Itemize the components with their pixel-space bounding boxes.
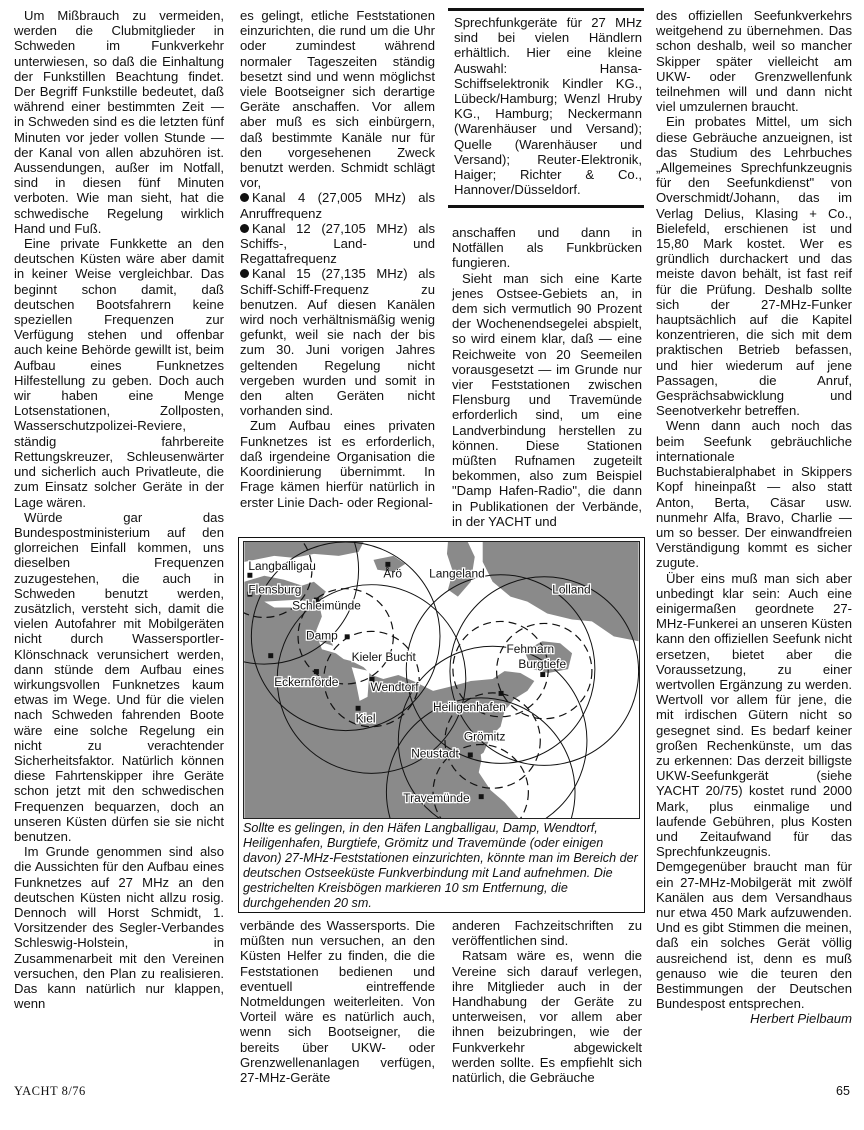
- info-box: [448, 8, 644, 208]
- column-1: [14, 8, 224, 1011]
- label-schleimuende: Schleimünde: [292, 598, 361, 613]
- label-groemitz: Grömitz: [463, 729, 506, 744]
- footer-issue: YACHT 8/76: [14, 1084, 86, 1098]
- paragraph: anderen Fachzeitschriften zu veröffentlichen sind.: [452, 918, 642, 949]
- label-heiligenhafen: Heiligenhafen: [433, 699, 506, 714]
- label-burgtiefe: Burgtiefe: [518, 657, 567, 672]
- paragraph: Über eins muß man sich aber unbedingt klar sein: Auch eine einigermaßen geordnete 27-MHz-Funkerei an unseren Küsten kann den offiziellen Seefunk nicht ersetzen, bietet aber die Voraussetzung, zu einer wertvollen Ergänzung zu werden. Wertvoll vor allem für jene, die mit irdischen Gütern nicht so gesegnet sind. Es bedarf keiner großen Rechenkünste, um das zu erkennen: Das derzeit billigste UKW-Seefunkgerät (siehe YACHT 20/75) kostet rund 2000 Mark, plus einmalige und laufende Gebühren, plus Kosten und Zeitaufwand für das Sprechfunkzeugnis. Demgegenüber braucht man für ein 27-MHz-Mobilgerät mit zwölf Kanälen aus dem Versandhaus nur etwa 450 Mark aufzuwenden. Und es gibt Stimmen die meinen, daß ein solches Gerät völlig ausreichend ist, denn es muß genauso wie die teuren den Bestimmungen der Deutschen Bundespost entsprechen.: [656, 570, 852, 1012]
- label-kieler-bucht: Kieler Bucht: [351, 650, 416, 665]
- info-box-text: Sprechfunkgeräte für 27 MHz sind bei vielen Händlern erhältlich. Hier eine kleine Auswahl: Hansa-Schiffselektronik Kindler KG., Lübeck/Hamburg; Wenzl Hruby KG., Hamburg; Neckermann (Warenhäuser und Versand); Quelle (Warenhäuser und Versand); Reuter-Elektronik, Haiger; Richter & Co., Hannover/Düsseldorf.: [454, 15, 642, 198]
- label-lolland: Lolland: [552, 582, 591, 597]
- marker-langballigau: [247, 573, 252, 578]
- bullet-item: Kanal 12 (27,105 MHz) als Schiffs-, Land- und Regattafrequenz: [240, 220, 435, 267]
- column-3-bottom: [452, 918, 642, 1085]
- bullet-icon: [240, 224, 249, 233]
- bullet-item: Kanal 4 (27,005 MHz) als Anruffrequenz: [240, 190, 435, 221]
- label-damp: Damp: [305, 628, 338, 643]
- bullet-icon: [240, 269, 249, 278]
- marker-travemuende: [479, 794, 484, 799]
- label-flensburg: Flensburg: [248, 582, 302, 597]
- label-fehmarn: Fehmarn: [506, 642, 555, 657]
- map-caption: Sollte es gelingen, in den Häfen Langballigau, Damp, Wendtorf, Heiligenhafen, Burgtiefe, Grömitz und Travemünde (oder einigen davon) 27-MHz-Feststationen einzurichten, könnte man im Bereich der deutschen Ostseeküste Funkverbindung mit Land aufnehmen. Die gestrichelten Kreisbögen markieren 10 sm Entfernung, die durchgehenden 20 sm.: [243, 821, 638, 910]
- paragraph: Im Grunde genommen sind also die Aussichten für den Aufbau eines Funknetzes auf 27 MHz an den deutschen Küsten nicht allzu rosig. Dennoch will Horst Schmidt, 1. Vorsitzender des Segler-Verbandes Schleswig-Holstein, in Zusammenarbeit mit den Vereinen versuchen, den Plan zu realisieren. Das kann natürlich nur klappen, wenn: [14, 844, 224, 1012]
- map-figure: [238, 537, 645, 913]
- label-neustadt: Neustadt: [411, 746, 459, 761]
- author-name: Herbert Pielbaum: [750, 1011, 852, 1027]
- paragraph: Sieht man sich eine Karte jenes Ostsee-Gebiets an, in dem sich vermutlich 90 Prozent der Wochenendsegelei abspielt, so wird einem klar, daß — eine Reichweite von 20 Seemeilen vorausgesetzt — im Grunde nur vier Feststationen zwischen Flensburg und Travemünde erforderlich sind, um eine Landverbindung herstellen zu können. Diese Stationen müßten Rufnamen zugeteilt bekommen, also zum Beispiel "Damp Hafen-Radio", die dann in Publikationen der Verbände, in der YACHT und: [452, 270, 642, 529]
- marker-kiel: [356, 706, 361, 711]
- column-3-top: [452, 225, 642, 529]
- column-2-top: [240, 8, 435, 510]
- marker-eckernfoerde: [314, 669, 319, 674]
- paragraph: Eine private Funkkette an den deutschen Küsten wäre aber damit in keiner Weise vergleichbar. Das beginnt schon damit, daß deutschen Bootsfahrern keine speziellen Frequenzen zur Verfügung stehen und offenbar auch keine Behörde gewillt ist, beim Aufbau eines Funknetzes Hilfestellung zu geben. Doch auch wir haben eine Menge Lotsenstationen, Zollposten, Wasserschutzpolizei-Reviere, ständig fahrbereite Rettungskreuzer, Schleusenwärter und sicherlich auch Privatleute, die zum Einsatz solcher Geräte in der Lage wären.: [14, 236, 224, 510]
- label-kiel: Kiel: [355, 711, 376, 726]
- paragraph: Zum Aufbau eines privaten Funknetzes ist es erforderlich, daß irgendeine Organisation die Koordinierung übernimmt. In Frage kämen hierfür natürlich in erster Linie Dach- oder Regional-: [240, 418, 435, 510]
- label-aro: Årö: [383, 566, 402, 581]
- paragraph: Ein probates Mittel, um sich diese Gebräuche anzueignen, ist das Studium des Lehrbuches „Allgemeines Sprechfunkzeugnis für den Seefunkdienst" von Overschmidt/Johann, das im Verlag Delius, Klasing + Co., Bielefeld, erschienen ist und 15,80 Mark kostet. Wer es gründlich durchackert und das meiste davon behält, ist fast reif für die Prüfung. Deshalb sollte sich der 27-MHz-Funker hauptsächlich auf die Kapitel konzentrieren, die sich mit dem praktischen Betrieb befassen, und hier wiederum auf jene Passagen, die Anruf, Gesprächsabwicklung und Seenotverkehr betreffen.: [656, 114, 852, 419]
- page-number: 65: [836, 1084, 850, 1098]
- label-langballigau: Langballigau: [248, 558, 316, 573]
- paragraph: es gelingt, etliche Feststationen einzurichten, die rund um die Uhr oder zumindest während normaler Tageszeiten ständig besetzt sind und wenn möglichst viele Bootseigner sich derartige Geräte anschaffen. Vor allem aber muß es sich einbürgern, daß bestimmte Kanäle nur für den vorgesehenen Zweck benutzt werden. Schmidt schlägt vor,: [240, 8, 435, 191]
- marker-damp: [345, 634, 350, 639]
- paragraph: verbände des Wassersports. Die müßten nun versuchen, an den Küsten Helfer zu finden, die die Feststationen bedienen und eventuell eintreffende Notmeldungen weiterleiten. Von Vorteil wäre es natürlich auch, wenn sich Bootseigner, die bereits über UKW- oder Grenzwellenanlagen verfügen, 27-MHz-Geräte: [240, 918, 435, 1086]
- marker-burgtiefe: [540, 672, 545, 677]
- marker-heiligenhafen: [499, 691, 504, 696]
- paragraph: Ratsam wäre es, wenn die Vereine sich darauf verlegen, ihre Mitglieder auch in der Handhabung der Geräte zu unterweisen, vor allem aber ihnen beizubringen, wie der Funkverkehr abgewickelt werden sollte. Es empfiehlt sich natürlich, die Gebräuche: [452, 948, 642, 1086]
- label-langeland: Langeland: [429, 566, 485, 581]
- map-graphic: [243, 541, 640, 819]
- bullet-item: Kanal 15 (27,135 MHz) als Schiff-Schiff-Frequenz zu benutzen. Auf diesen Kanälen wird noch verhältnismäßig wenig gefunkt, weil sie nach der bis zum 30. Juni vorigen Jahres geltenden Regelung nicht vergeben wurden und somit in den alten Geräten nicht vorhanden sind.: [240, 266, 435, 419]
- paragraph: Würde gar das Bundespostministerium auf den glorreichen Einfall kommen, uns dieselben Frequenzen zuzugestehen, die auch in Schweden benutzt werden, zusätzlich, versteht sich, damit die vielen Autofahrer mit Mobilgeräten nicht durch Wassersportler-Klönschnack verunsichert werden, dann stünde dem Aufbau eines wirkungsvollen Funknetzes kaum etwas im Wege. Und für die vielen nach Schweden fahrenden Boote wäre eine solche Regelung ein nicht zu verachtender Sicherheitsfaktor. Natürlich können diese Fahrtenskipper ihre Geräte schon jetzt mit den schwedischen Frequenzen bequarzen, doch an unseren Küsten dürfen sie sie nicht benutzen.: [14, 509, 224, 844]
- paragraph: des offiziellen Seefunkverkehrs weitgehend zu übernehmen. Das schon deshalb, weil so mancher Skipper später vielleicht am UKW- oder Grenzwellenfunk teilnehmen will und dann nicht viel umzulernen braucht.: [656, 8, 852, 115]
- paragraph: Wenn dann auch noch das beim Seefunk gebräuchliche internationale Buchstabieralphabet in Skippers Kopf hineinpaßt — also statt Anton, Berta, Cäsar usw. nunmehr Alfa, Bravo, Charlie — um so besser. Der einwandfreien Verständigung kommt es sicher zugute.: [656, 418, 852, 571]
- column-4: [656, 8, 852, 1027]
- marker-station-1: [268, 653, 273, 658]
- marker-neustadt: [468, 752, 473, 757]
- label-eckernfoerde: Eckernförde: [274, 674, 339, 689]
- paragraph: anschaffen und dann in Notfällen als Funkbrücken fungieren.: [452, 225, 642, 271]
- column-2-bottom: [240, 918, 435, 1085]
- paragraph: Um Mißbrauch zu vermeiden, werden die Clubmitglieder in Schweden im Funkverkehr unterwiesen, so daß die Einhaltung der Funkstillen Beachtung findet. Der Begriff Funkstille bedeutet, daß während einer bestimmten Zeit — in Schweden sind es die letzten fünf Minuten vor jeder vollen Stunde — der Kanal von allen abzuhören ist. Aussendungen, außer im Notfall, sind in diesen fünf Minuten verboten. Wie man sieht, hat die schwedische Regelung wirklich Hand und Fuß.: [14, 8, 224, 236]
- bullet-icon: [240, 193, 249, 202]
- label-travemuende: Travemünde: [403, 791, 470, 806]
- label-wendtorf: Wendtorf: [370, 679, 419, 694]
